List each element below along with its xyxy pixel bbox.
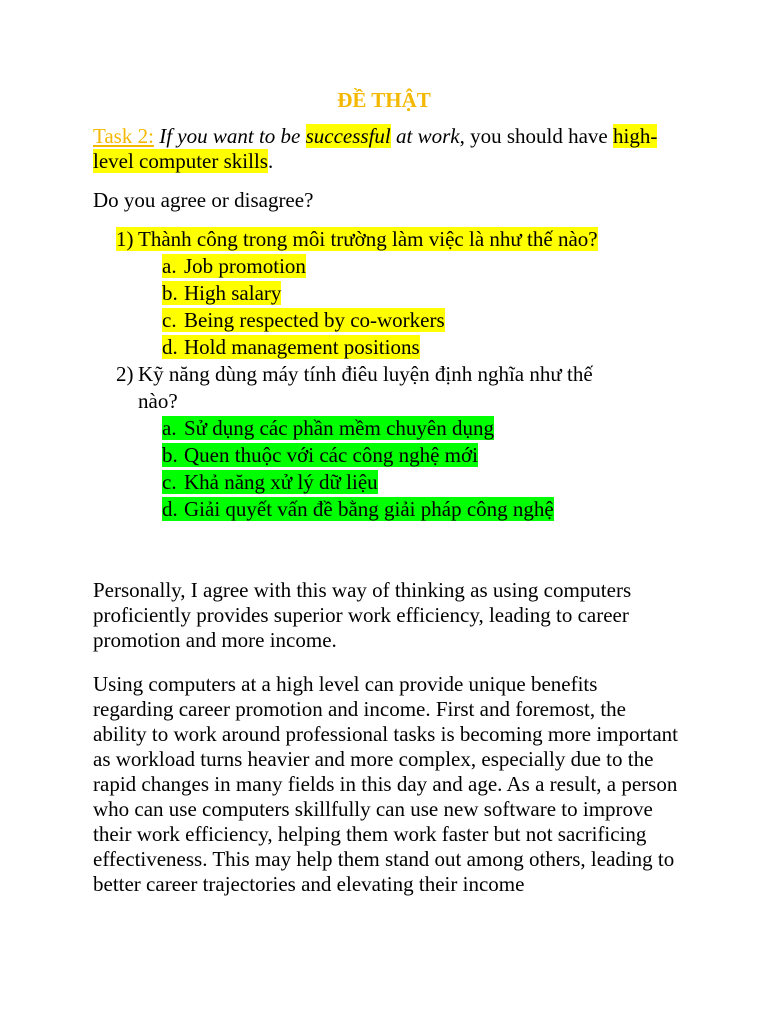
task-label: Task 2: bbox=[93, 124, 154, 148]
task-prompt bbox=[93, 124, 683, 174]
outline-heading-2-cont: nào? bbox=[138, 389, 178, 413]
essay-paragraph-1: Personally, I agree with this way of thinking as using computers proficiently provides superior work efficiency, leading to career promotion and more income. bbox=[93, 578, 632, 652]
outline-heading-text-2: Kỹ năng dùng máy tính điêu luyện định nghĩa như thế bbox=[138, 362, 593, 386]
prompt-end: . bbox=[267, 149, 274, 173]
outline-heading-1 bbox=[116, 227, 598, 252]
prompt-italic-2: at work bbox=[396, 124, 460, 148]
outline-heading-2 bbox=[116, 362, 593, 387]
prompt-rest: , you should have bbox=[459, 124, 608, 148]
list-item: c. Being respected by co-workers bbox=[162, 308, 445, 332]
list-item: a. Sử dụng các phần mềm chuyên dụng bbox=[162, 416, 494, 440]
list-item: a. Job promotion bbox=[162, 254, 306, 278]
essay-paragraph-2: Using computers at a high level can provide unique benefits regarding career promotion and income. First and foremost, the ability to work around professional tasks is becoming more important as workload turns heavier and more complex, especially due to the rapid changes in many fields in this day and age. As a result, a person who can use computers skillfully can use new software to improve their work efficiency, helping them work faster but not sacrificing effectiveness. This may help them stand out among others, leading to better career trajectories and elevating their income bbox=[93, 672, 678, 896]
list-item: b. High salary bbox=[162, 281, 282, 305]
prompt-highlight-successful: successful bbox=[305, 124, 391, 148]
list-item: d. Giải quyết vấn đề bằng giải pháp công nghệ bbox=[162, 497, 554, 521]
outline-number-2: 2) bbox=[116, 362, 134, 386]
prompt-italic-1: If you want to be bbox=[159, 124, 301, 148]
outline-heading-text-1: Thành công trong môi trường làm việc là như thế nào? bbox=[138, 227, 598, 251]
prompt-highlight-skills: high-level computer skills bbox=[93, 124, 658, 173]
outline-number-1: 1) bbox=[116, 227, 134, 251]
list-item: d. Hold management positions bbox=[162, 335, 420, 359]
list-item: b. Quen thuộc với các công nghệ mới bbox=[162, 443, 478, 467]
page-title: ĐỀ THẬT bbox=[337, 88, 431, 112]
question-line: Do you agree or disagree? bbox=[93, 188, 314, 212]
list-item: c. Khả năng xử lý dữ liệu bbox=[162, 470, 378, 494]
